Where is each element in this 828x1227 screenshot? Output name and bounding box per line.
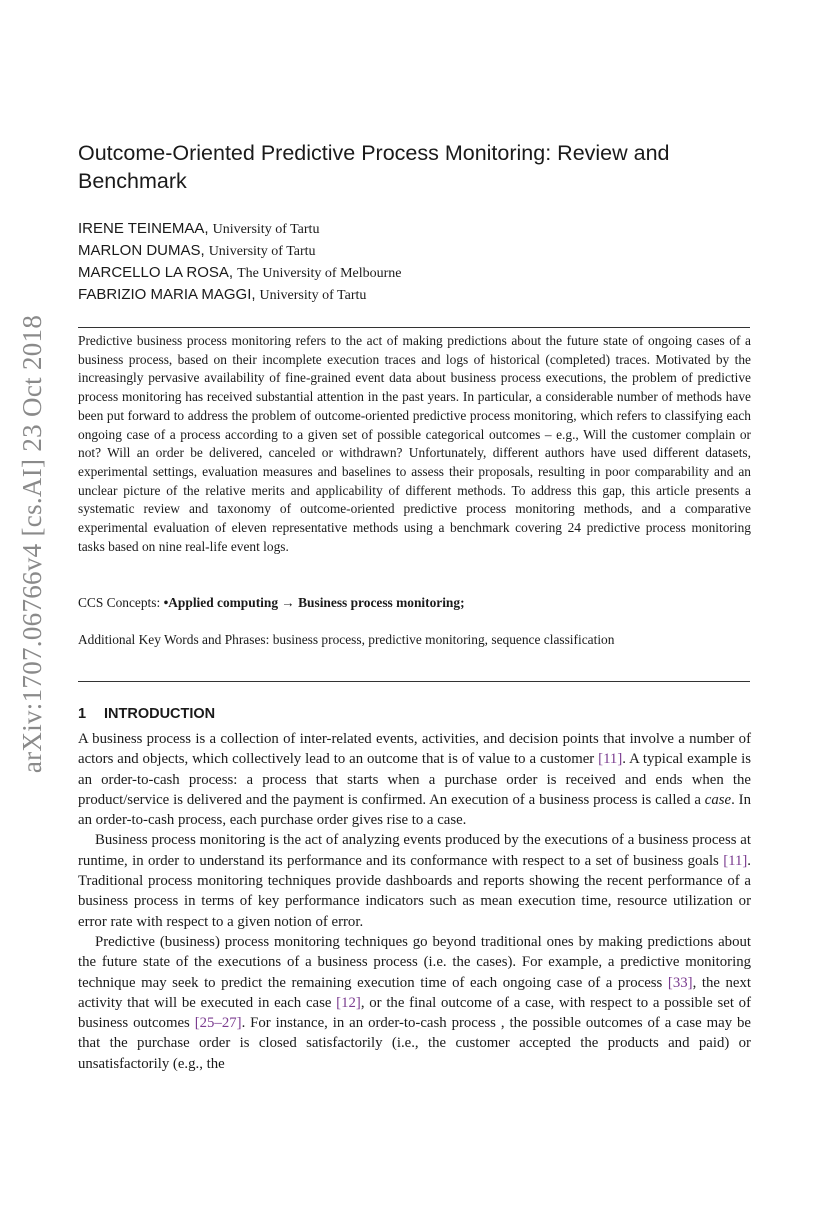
author-affiliation: University of Tartu: [212, 222, 320, 237]
ccs-concept: Applied computing: [168, 595, 279, 610]
author-name: IRENE TEINEMAA,: [78, 220, 209, 237]
emphasis-term: case: [704, 791, 732, 808]
author-entry: [78, 262, 758, 284]
paragraph-text: , or the final outcome of a case, with respect to a possible set of business outcomes: [78, 994, 751, 1032]
introduction-body: [78, 729, 751, 1074]
keywords-text: business process, predictive monitoring, sequence classification: [272, 632, 615, 647]
ccs-bullet: •: [163, 595, 169, 610]
keywords-label: Additional Key Words and Phrases:: [78, 632, 273, 647]
citation-link[interactable]: [12]: [336, 994, 361, 1011]
section-title: INTRODUCTION: [104, 706, 216, 722]
author-entry: [78, 218, 758, 240]
abstract-bottom-divider: [78, 681, 750, 682]
paragraph-text: Business process monitoring is the act of analyzing events produced by the executions of a business process at runtime, in order to understand its performance and its conformance with respect to a set of business goals: [78, 832, 751, 869]
paragraph-text: . In an order-to-cash process, each purchase order gives rise to a case.: [78, 791, 751, 829]
paragraph: [78, 932, 751, 1074]
ccs-arrow: →: [278, 595, 299, 610]
paragraph-text: , the next activity that will be executed in each case: [78, 974, 751, 1011]
citation-link[interactable]: [11]: [723, 852, 748, 869]
ccs-concepts: [78, 594, 751, 612]
author-name: MARCELLO LA ROSA,: [78, 264, 234, 281]
ccs-label: CCS Concepts:: [78, 595, 164, 610]
author-name: MARLON DUMAS,: [78, 242, 205, 259]
keywords: [78, 631, 751, 649]
paper-title: Outcome-Oriented Predictive Process Monitoring: Review and Benchmark: [78, 141, 670, 193]
author-entry: [78, 284, 758, 306]
author-affiliation: The University of Melbourne: [237, 266, 402, 281]
paragraph: [78, 830, 751, 931]
abstract: Predictive business process monitoring refers to the act of making predictions about the future state of ongoing cases of a business process, based on their incomplete execution traces and logs of historical (completed) traces. Motivated by the increasingly pervasive availability of fine-grained event data about business process executions, the problem of predictive process monitoring has received substantial attention in the past years. In particular, a considerable number of methods have been put forward to address the problem of outcome-oriented predictive process monitoring, which refers to classifying each ongoing case of a process according to a given set of possible categorical outcomes – e.g., Will the customer complain or not? Will an order be delivered, canceled or withdrawn? Unfortunately, different authors have used different datasets, experimental settings, evaluation measures and baselines to assess their proposals, resulting in poor comparability and an unclear picture of the relative merits and applicability of different methods. To address this gap, this article presents a systematic review and taxonomy of outcome-oriented predictive process monitoring methods, and a comparative experimental evaluation of eleven representative methods using a benchmark covering 24 predictive process monitoring tasks based on nine real-life event logs.: [78, 333, 751, 554]
author-name: FABRIZIO MARIA MAGGI,: [78, 286, 256, 303]
paragraph: [78, 729, 751, 830]
paragraph-text: . Traditional process monitoring techniques provide dashboards and reports showing the recent performance of a business process in terms of key performance indicators such as mean execution time, resource utilization or error rate with respect to a given notion of error.: [78, 852, 751, 930]
abstract-top-divider: [78, 327, 750, 328]
author-entry: [78, 240, 758, 262]
paragraph-text: . For instance, in an order-to-cash process , the possible outcomes of a case may be that the purchase order is closed satisfactorily (i.e., the customer accepted the products and paid) or unsatisfactorily (e.g., the: [78, 1015, 751, 1072]
citation-link[interactable]: [33]: [667, 974, 693, 991]
paragraph-text: . A typical example is an order-to-cash process: a process that starts when a purchase order is received and ends when the product/service is delivered and the payment is confirmed. An execution of a business process is called a: [78, 751, 751, 808]
citation-link[interactable]: [11]: [598, 751, 623, 768]
section-heading: [78, 705, 215, 723]
citation-link[interactable]: [25–27]: [194, 1015, 242, 1032]
author-affiliation: University of Tartu: [259, 288, 367, 303]
paragraph-text: A business process is a collection of inter-related events, activities, and decision points that involve a number of actors and objects, which collectively lead to an outcome that is of value to a customer: [78, 731, 751, 768]
paragraph-text: Predictive (business) process monitoring techniques go beyond traditional ones by making predictions about the future state of the executions of a business process (i.e. the cases). For example, a predictive monitoring technique may seek to predict the remaining execution time of each ongoing case of a process: [78, 933, 751, 991]
ccs-subconcept: Business process monitoring;: [298, 595, 465, 610]
section-number: 1: [78, 706, 87, 722]
author-affiliation: University of Tartu: [208, 244, 316, 259]
arxiv-identifier-stamp: arXiv:1707.06766v4 [cs.AI] 23 Oct 2018: [17, 314, 47, 774]
author-list: [78, 218, 758, 306]
